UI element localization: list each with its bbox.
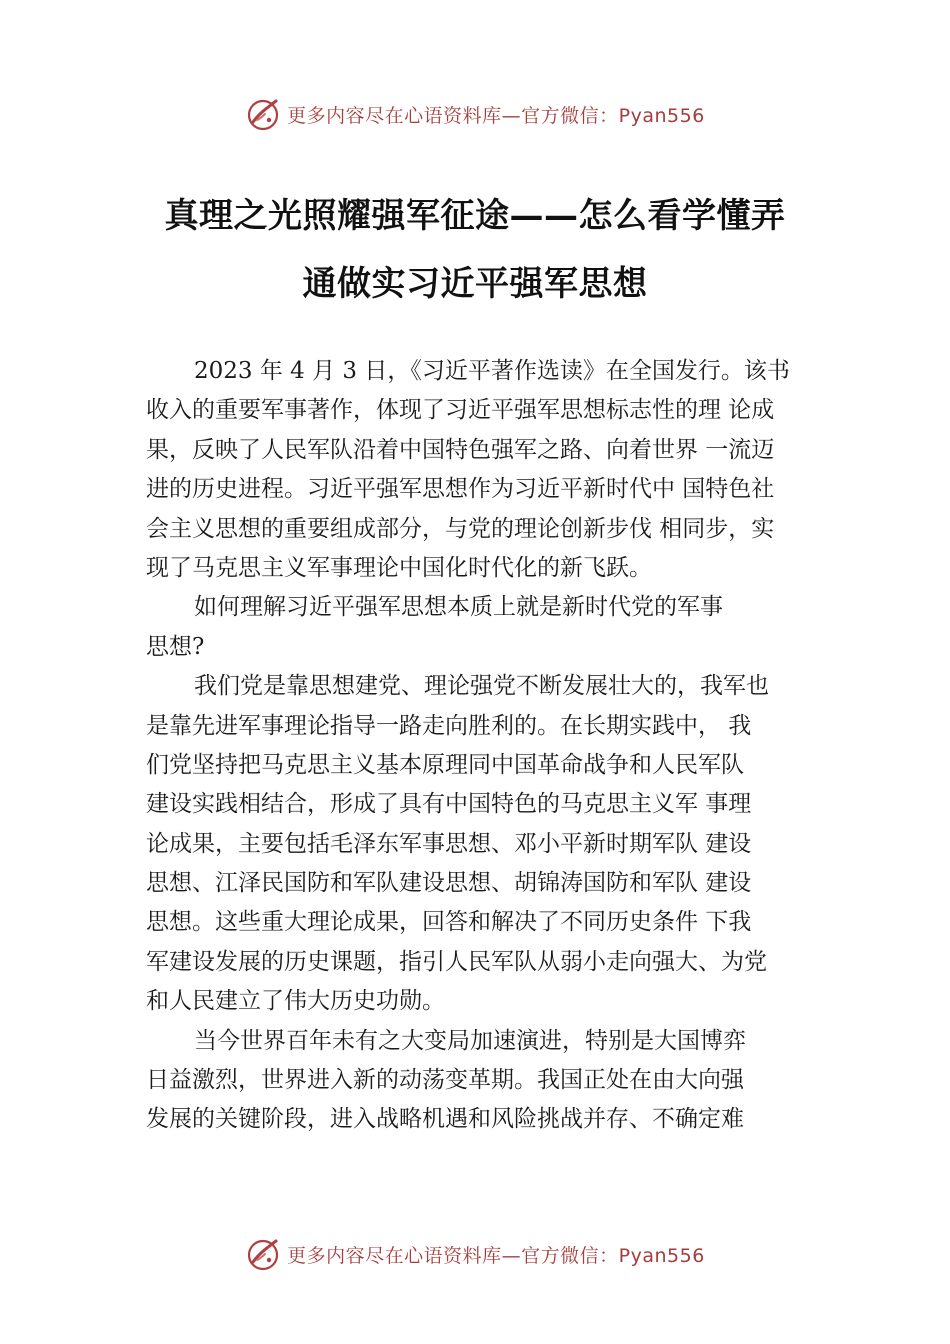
brush-logo-icon [245,1236,281,1272]
brush-logo-icon [245,96,281,132]
body-line: 收入的重要军事著作，体现了习近平强军思想标志性的理 论成 [146,397,775,424]
document-body [146,352,836,1140]
body-line: 建设实践相结合，形成了具有中国特色的马克思主义军 事理 [146,791,752,818]
document-title-line-1: 真理之光照耀强军征途——怎么看学懂弄 [164,196,786,236]
body-line: 进的历史进程。习近平强军思想作为习近平新时代中 国特色社 [146,476,775,503]
footer-banner [0,1232,950,1276]
body-line: 我们党是靠思想建党、理论强党不断发展壮大的，我军也 [194,673,769,700]
body-line: 日益激烈，世界进入新的动荡变革期。我国正处在由大向强 [146,1067,744,1094]
body-line: 当今世界百年未有之大变局加速演进，特别是大国博弈 [194,1027,746,1054]
body-line: 思想。这些重大理论成果，回答和解决了不同历史条件 下我 [146,909,752,936]
header-banner [0,92,950,136]
body-line: 思想、江泽民国防和军队建设思想、胡锦涛国防和军队 建设 [146,870,752,897]
body-line: 会主义思想的重要组成部分，与党的理论创新步伐 相同步，实 [146,515,775,542]
body-line: 如何理解习近平强军思想本质上就是新时代党的军事 [194,594,723,621]
body-line: 发展的关键阶段，进入战略机遇和风险挑战并存、不确定难 [146,1106,744,1133]
body-line: 果，反映了人民军队沿着中国特色强军之路、向着世界 一流迈 [146,436,775,463]
body-line: 论成果，主要包括毛泽东军事思想、邓小平新时期军队 建设 [146,830,752,857]
body-line: 2023 年 4 月 3 日，《习近平著作选读》在全国发行。该书 [194,358,790,384]
body-line: 军建设发展的历史课题，指引人民军队从弱小走向强大、为党 [146,948,767,975]
body-line: 现了马克思主义军事理论中国化时代化的新飞跃。 [146,554,652,581]
body-line: 们党坚持把马克思主义基本原理同中国革命战争和人民军队 [146,751,744,778]
header-banner-text: 更多内容尽在心语资料库—官方微信：Pyan556 [287,104,705,127]
body-line: 和人民建立了伟大历史功勋。 [146,988,445,1015]
document-title-line-2: 通做实习近平强军思想 [302,264,648,304]
body-line: 是靠先进军事理论指导一路走向胜利的。在长期实践中， 我 [146,712,752,739]
footer-banner-text: 更多内容尽在心语资料库—官方微信：Pyan556 [287,1244,705,1267]
body-line: 思想? [146,633,205,660]
